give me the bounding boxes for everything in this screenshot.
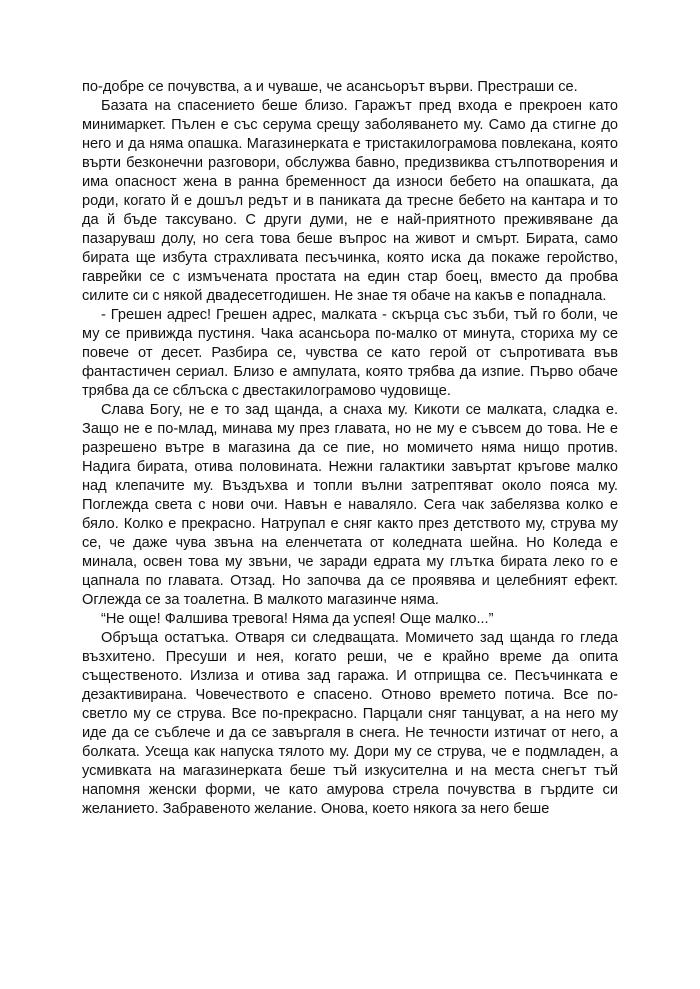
paragraph: Слава Богу, не е то зад щанда, а снаха му. Кикоти се малката, сладка е. Защо не е по-млад, минава му през главата, но не му е съвсем до това. Не е разрешено вътре в магазина да се пие, но момичето няма нищо против. Надига бирата, отива половината. Нежни галактики завъртат кръгове малко над клепачите му. Въздъхва и топли вълни затрептяват около поясa му. Поглежда света с нови очи. Навън е наваляло. Сега чак забелязва колко е бяло. Колко е прекрасно. Натрупал е сняг както през детството му, струва му се, че даже чува звъна на еленчетата от коледната шейна. Но Коледа е минала, освен това му звъни, че заради едрата му глътка бирата леко го е цапнала по главата. Отзад. Но започва да се проявява и целебният ефект. Оглежда се за тоалетна. В малкото магазинче няма. bbox=[82, 402, 618, 608]
paragraph: Обръща остатъка. Отваря си следващата. Момичето зад щанда го гледа възхитено. Пресуши и нея, когато реши, че е крайно време да опита същественото. Излиза и отива зад гаража. И отприщва се. Песъчинката е дезактивирана. Човечеството е спасено. Отново времето потича. Все по-светло му се струва. Все по-прекрасно. Парцали сняг танцуват, а на него му иде да се съблече и да се завъргаля в снега. Не течности изтичат от него, а болката. Усеща как напуска тялото му. Дори му се струва, че е подмладен, а усмивката на магазинерката беше тъй изкусителна и на места снегът тъй напомня женски форми, че като амурова стрела почувства в гърдите си желанието. Забравеното желание. Онова, което някога за него беше bbox=[82, 630, 618, 817]
paragraph: по-добре се почувства, а и чуваше, че асансьорът върви. Престраши се. bbox=[82, 79, 578, 95]
paragraph: “Не още! Фалшива тревога! Няма да успея! Още малко...” bbox=[101, 611, 494, 627]
document-page bbox=[82, 78, 618, 819]
paragraph: - Грешен адрес! Грешен адрес, малката - скърца със зъби, тъй го боли, че му се привижда пустиня. Чака асансьора по-малко от минута, сториха му се повече от десет. Разбира се, чувства се като герой от съпротивата във фантастичен сериал. Близо е ампулата, която трябва да изпие. Първо обаче трябва да се сблъска с двестакилограмово чудовище. bbox=[82, 307, 618, 399]
paragraph: Базата на спасението беше близо. Гаражът пред входа е прекроен като минимаркет. Пълен е със серума срещу заболяването му. Само да стигне до него и да няма опашка. Магазинерката е тристакилограмова повлекана, която върти безконечни разговори, обслужва бавно, предизвиква стълпотворения и има опасност жена в ранна бременност да износи бебето на опашката, да роди, когато й е дошъл редът и в паниката да тресне бебето на кантара и то да й бъде таксувано. С други думи, не е най-приятното преживяване да пазаруваш долу, но сега това беше въпрос на живот и смърт. Бирата, само бирата ще избута страхливата песъчинка, която иска да покаже геройство, гаврейки се с измъчената простата на един стар боец, вместо да пробва силите си с някой двадесетгодишен. Не знае тя обаче на какъв е попаднала. bbox=[82, 98, 618, 304]
